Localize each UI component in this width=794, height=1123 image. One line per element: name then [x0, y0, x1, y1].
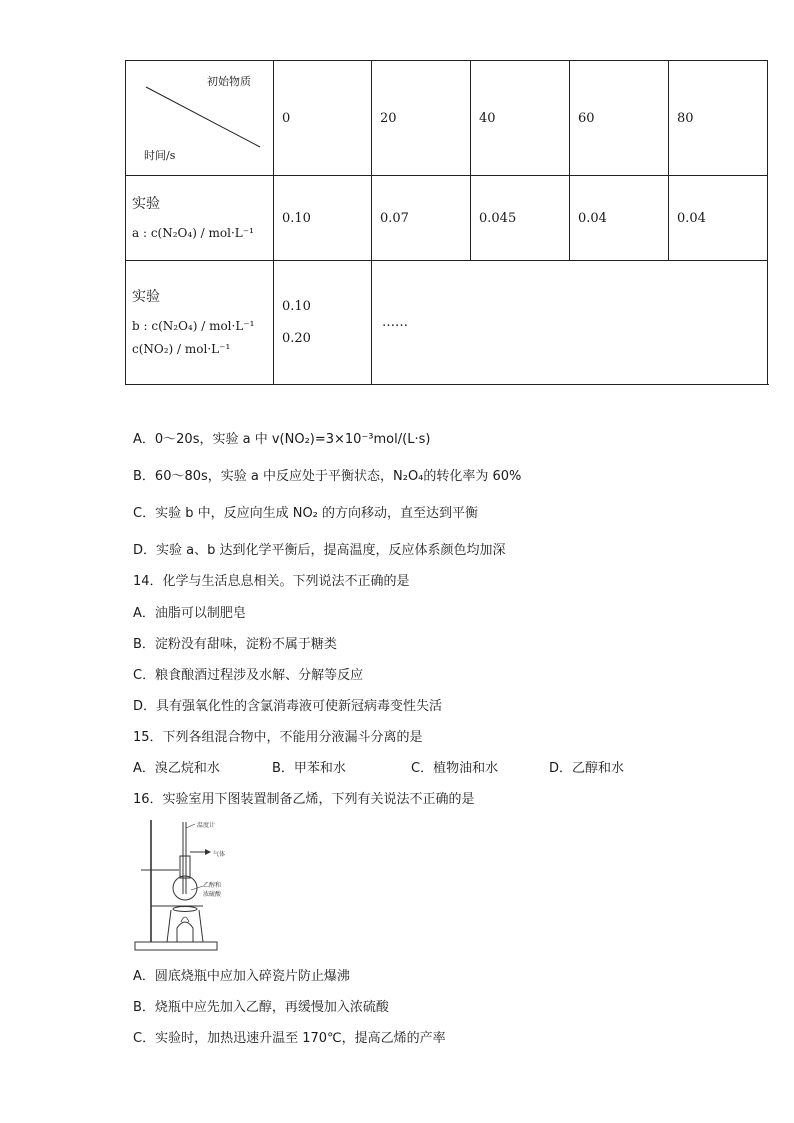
row-a-value-0: 0.10 — [274, 176, 372, 261]
q14-option-d: D．具有强氧化性的含氯消毒液可使新冠病毒变性失活 — [133, 699, 443, 714]
row-a-value-4: 0.04 — [669, 176, 768, 261]
header-bottom-label: 时间/s — [144, 149, 176, 162]
row-b-label-2: c(NO₂) / mol·L⁻¹ — [132, 341, 231, 356]
q16-stem: 16．实验室用下图装置制备乙烯，下列有关说法不正确的是 — [133, 792, 475, 807]
table-header-row — [126, 61, 768, 176]
q13-option-c: C．实验 b 中，反应向生成 NO₂ 的方向移动，直至达到平衡 — [133, 506, 479, 521]
q16-option-b: B．烧瓶中应先加入乙醇，再缓慢加入浓硫酸 — [133, 1000, 389, 1015]
time-cell-40: 40 — [471, 61, 570, 176]
row-b-ellipsis: …… — [382, 315, 408, 330]
row-b-label-1: b : c(N₂O₄) / mol·L⁻¹ — [132, 319, 255, 333]
ethylene-apparatus-figure — [133, 818, 253, 954]
time-cell-20: 20 — [372, 61, 471, 176]
row-a-label: a : c(N₂O₄) / mol·L⁻¹ — [132, 225, 254, 240]
q15-option-b: B．甲苯和水 — [272, 761, 346, 776]
row-b-initial-values — [274, 261, 372, 385]
diagonal-header-cell — [126, 61, 274, 176]
table-row-experiment-a — [126, 176, 768, 261]
row-a-title: 实验 — [132, 196, 160, 213]
row-b-header — [126, 261, 274, 385]
q15-option-a: A．溴乙烷和水 — [133, 761, 220, 776]
table-row-experiment-b — [126, 261, 768, 385]
q14-stem: 14．化学与生活息息相关。下列说法不正确的是 — [133, 574, 410, 589]
row-a-value-1: 0.07 — [372, 176, 471, 261]
q13-option-b: B．60～80s，实验 a 中反应处于平衡状态，N₂O₄的转化率为 60% — [133, 469, 522, 484]
row-b-title: 实验 — [132, 289, 160, 306]
row-a-header — [126, 176, 274, 261]
q14-option-c: C．粮食酿酒过程涉及水解、分解等反应 — [133, 668, 364, 683]
data-table — [125, 60, 768, 385]
q16-option-c: C．实验时，加热迅速升温至 170℃，提高乙烯的产率 — [133, 1031, 446, 1046]
q14-option-b: B．淀粉没有甜味，淀粉不属于糖类 — [133, 637, 337, 652]
q13-option-d: D．实验 a、b 达到化学平衡后，提高温度，反应体系颜色均加深 — [133, 543, 506, 558]
time-cell-80: 80 — [669, 61, 768, 176]
q15-option-d: D．乙醇和水 — [549, 761, 625, 776]
q14-option-a: A．油脂可以制肥皂 — [133, 606, 246, 621]
q15-stem: 15．下列各组混合物中，不能用分液漏斗分离的是 — [133, 730, 423, 745]
q13-option-a: A．0～20s，实验 a 中 v(NO₂)=3×10⁻³mol/(L·s) — [133, 432, 431, 447]
apparatus-drawing — [133, 818, 253, 954]
time-cell-60: 60 — [570, 61, 669, 176]
row-b-merged-cell — [372, 261, 768, 385]
reagent-label-1: 乙醇和 — [203, 882, 222, 889]
row-b-value-2: 0.20 — [282, 330, 311, 346]
thermometer-label: 温度计 — [197, 822, 216, 829]
header-top-label: 初始物质 — [207, 75, 251, 88]
row-a-value-2: 0.045 — [471, 176, 570, 261]
reagent-label-2: 浓硫酸 — [203, 891, 222, 898]
time-cell-0: 0 — [274, 61, 372, 176]
q15-option-c: C．植物油和水 — [411, 761, 499, 776]
row-a-value-3: 0.04 — [570, 176, 669, 261]
gas-label: 气体 — [213, 851, 226, 858]
row-b-value-1: 0.10 — [282, 298, 311, 314]
q16-option-a: A．圆底烧瓶中应加入碎瓷片防止爆沸 — [133, 969, 350, 984]
